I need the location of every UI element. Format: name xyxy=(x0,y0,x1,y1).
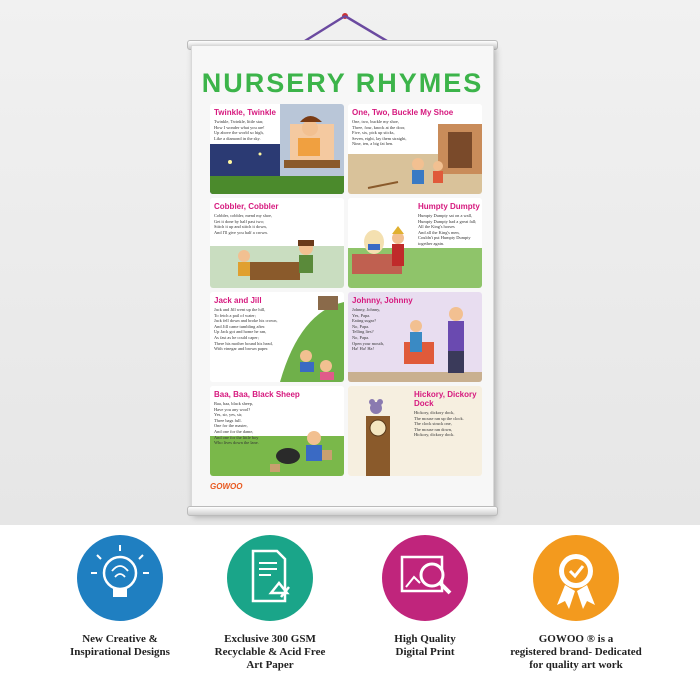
rhyme-text: Jack and Jill went up the hill, To fetch a pail of water; Jack fell down and broke his crown, And Jill came tumbling after. Up Jack got and home he ran, As fast as he could caper; There his mother bound his head, With vinegar and brown paper. xyxy=(214,307,278,352)
feature-label: GOWOO ® is a registered brand- Dedicated for quality art work xyxy=(510,633,642,671)
rhyme-text: Humpty Dumpty sat on a wall, Humpty Dumpty had a great fall; All the King's horses And all the King's men, Couldn't put Humpty Dumpty together again. xyxy=(418,213,477,246)
rhyme-title: One, Two, Buckle My Shoe xyxy=(352,108,454,117)
rhyme-title: Baa, Baa, Black Sheep xyxy=(214,390,300,399)
feature-label: High Quality Digital Print xyxy=(394,633,456,658)
print-magnifier-icon xyxy=(382,535,468,621)
feature-digital-print xyxy=(345,535,505,659)
poster-title: NURSERY RHYMES xyxy=(201,68,484,98)
rhyme-text: One, two, buckle my shoe, Three, four, knock at the door, Five, six, pick up sticks, Seven, eight, lay them straight, Nine, ten, a big fat hen. xyxy=(352,119,407,147)
rhyme-text: Twinkle, Twinkle, little star, How I wonder what you are! Up above the world so high, Like a diamond in the sky. xyxy=(214,119,265,141)
rhyme-title: Hickory, Dickory Dock xyxy=(414,390,477,408)
rhyme-card-twinkle xyxy=(210,104,344,194)
rhyme-title: Twinkle, Twinkle xyxy=(214,108,276,117)
rhyme-title: Johnny, Johnny xyxy=(352,296,413,305)
rhyme-card-humpty xyxy=(348,198,482,288)
poster-footer xyxy=(210,482,475,496)
feature-label: Exclusive 300 GSM Recyclable & Acid Free Art Paper xyxy=(214,633,326,671)
rhyme-card-johnny xyxy=(348,292,482,382)
cobbler-illustration xyxy=(210,198,344,288)
rhyme-text: Johnny, Johnny, Yes, Papa. Eating sugar? No, Papa. Telling lies? No, Papa. Open your mouth, Ha! Ha! Ha! xyxy=(352,307,385,352)
rhyme-card-cobbler xyxy=(210,198,344,288)
feature-registered-brand xyxy=(496,535,656,672)
kids-door-illustration xyxy=(348,104,482,194)
rhyme-title: Jack and Jill xyxy=(214,296,262,305)
recycle-paper-icon xyxy=(227,535,313,621)
brand-logo: GOWOO xyxy=(210,482,243,491)
rhyme-card-buckle-shoe xyxy=(348,104,482,194)
feature-label: New Creative & Inspirational Designs xyxy=(70,633,170,658)
rhyme-title: Cobbler, Cobbler xyxy=(214,202,279,211)
rhyme-text: Cobbler, cobbler, mend my shoe, Get it done by half past two; Stitch it up and stitch it down, And I'll give you half a crown. xyxy=(214,213,273,235)
award-ribbon-icon xyxy=(533,535,619,621)
rhyme-title: Humpty Dumpty xyxy=(418,202,480,211)
feature-creative-designs xyxy=(40,535,200,659)
rhyme-card-jack-jill xyxy=(210,292,344,382)
rhyme-card-hickory xyxy=(348,386,482,476)
rhyme-text: Hickory, dickory dock, The mouse ran up the clock. The clock struck one, The mouse ran down, Hickory, dickory dock. xyxy=(414,410,464,438)
poster-bottom-rod xyxy=(187,506,498,516)
rhyme-text: Baa, baa, black sheep, Have you any wool? Yes, sir, yes, sir, Three bags full. One for the master, And one for the dame, And one for the little boy Who lives down the lane. xyxy=(214,401,259,446)
nursery-rhymes-poster xyxy=(191,45,494,514)
lightbulb-brain-icon xyxy=(77,535,163,621)
rhyme-card-baa-baa xyxy=(210,386,344,476)
night-sky-illustration xyxy=(210,104,344,194)
feature-art-paper xyxy=(190,535,350,672)
